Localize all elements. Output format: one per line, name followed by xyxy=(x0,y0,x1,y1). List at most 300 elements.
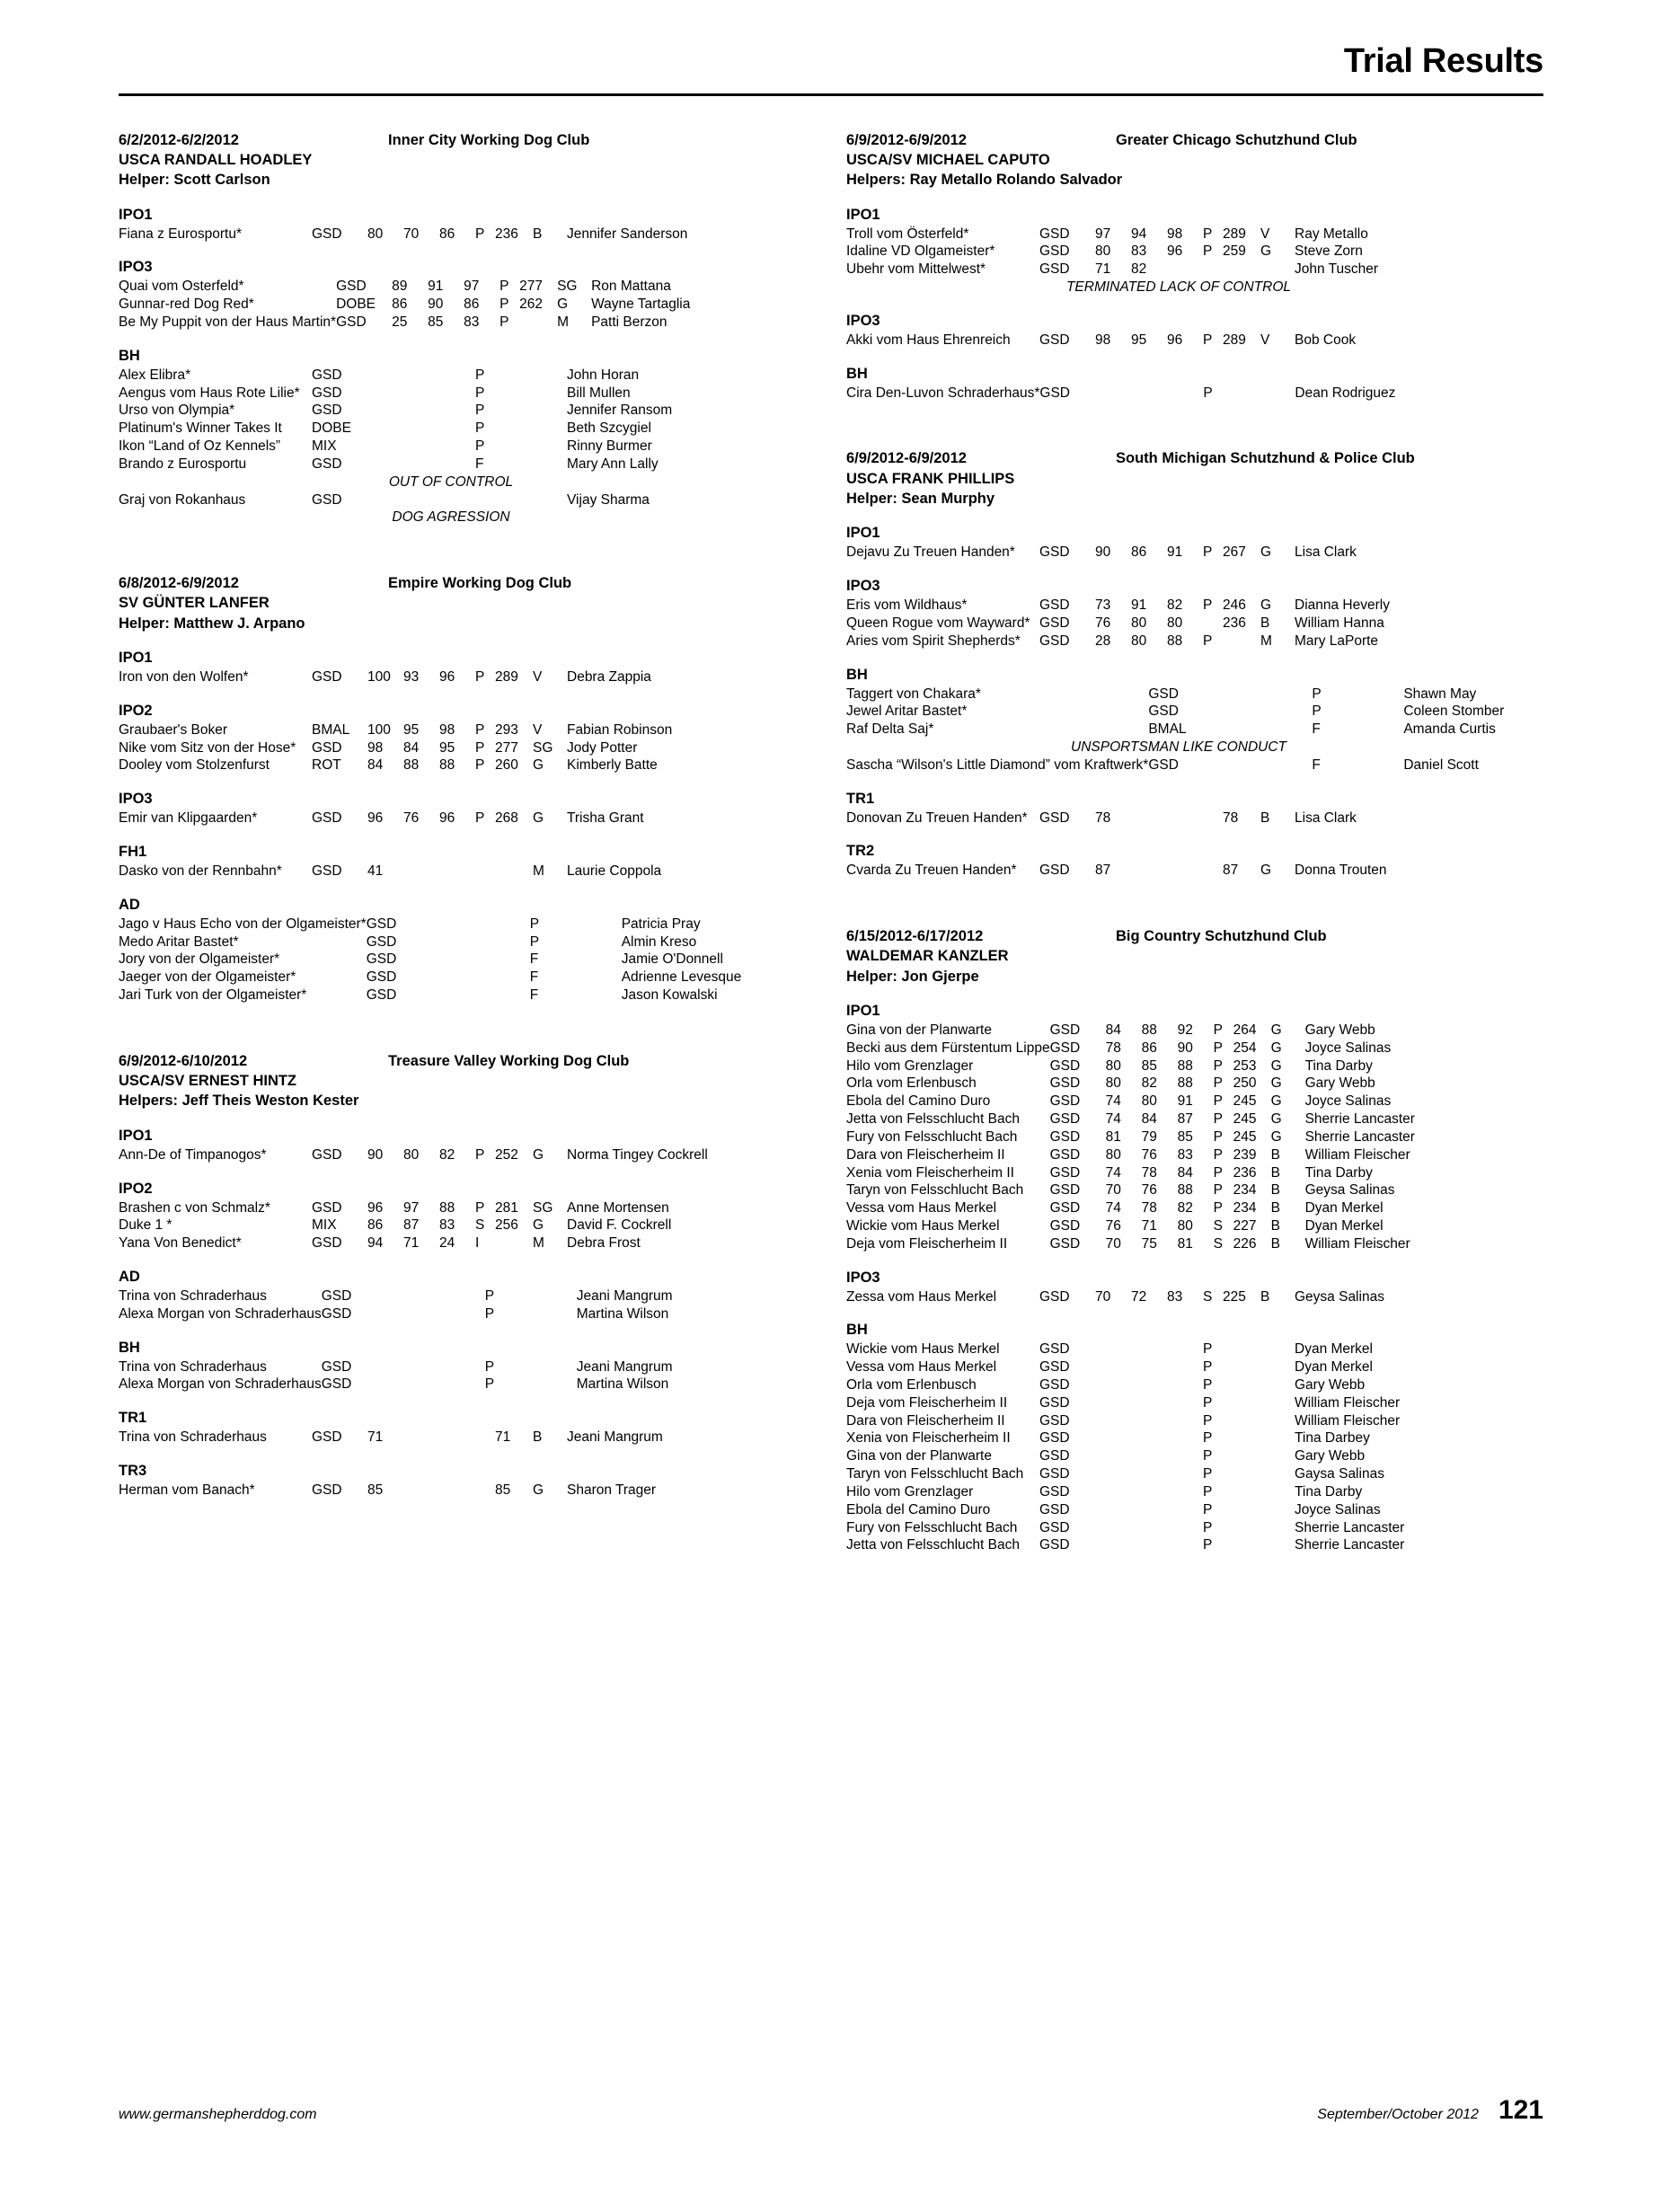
cell-rating xyxy=(588,987,622,1004)
cell-handler: Martina Wilson xyxy=(576,1305,669,1322)
cell-p: P xyxy=(475,438,485,455)
cell-breed: GSD xyxy=(312,1146,342,1163)
cell-rating xyxy=(1260,1340,1295,1358)
trial-event xyxy=(846,926,1511,1554)
cell-p: P xyxy=(1203,633,1213,649)
table-row xyxy=(846,1128,1511,1146)
cell-handler: Martina Wilson xyxy=(576,1376,669,1393)
cell-s1: 80 xyxy=(1105,1146,1121,1163)
cell-s3 xyxy=(1167,862,1203,880)
table-row xyxy=(846,226,1511,243)
cell-total xyxy=(505,1305,543,1323)
cell-total xyxy=(1223,1519,1260,1537)
cell-breed: GSD xyxy=(1039,243,1070,260)
cell-total xyxy=(1223,1412,1260,1430)
cell-total: 245 xyxy=(1233,1093,1257,1110)
cell-p: P xyxy=(1203,1412,1213,1429)
trial-event xyxy=(119,573,783,1004)
cell-handler: Daniel Scott xyxy=(1403,757,1479,773)
cell-handler: Ron Mattana xyxy=(591,279,671,295)
cell-dog: Jory von der Olgameister* xyxy=(119,951,280,968)
cell-rating: M xyxy=(1260,633,1272,649)
cell-total: 225 xyxy=(1223,1288,1246,1305)
cell-dog: Gunnar-red Dog Red* xyxy=(119,296,254,313)
cell-s3: 84 xyxy=(1177,1164,1193,1181)
cell-s1: 28 xyxy=(1095,633,1111,649)
cell-s2: 76 xyxy=(1141,1146,1157,1163)
table-row xyxy=(119,385,783,403)
result-note xyxy=(846,739,1511,757)
cell-rating xyxy=(1260,385,1295,403)
cell-dog: Cvarda Zu Treuen Handen* xyxy=(846,863,1017,879)
table-row xyxy=(119,987,783,1004)
result-section xyxy=(119,897,783,1004)
cell-rating: G xyxy=(533,1146,544,1163)
cell-handler: Beth Szcygiel xyxy=(567,420,651,437)
cell-breed: GSD xyxy=(312,367,342,383)
cell-p: P xyxy=(484,1358,495,1375)
cell-s2 xyxy=(1240,757,1276,774)
cell-s1 xyxy=(1095,1465,1131,1483)
cell-s1: 74 xyxy=(1105,1093,1121,1110)
section-title: AD xyxy=(119,1268,140,1285)
result-section xyxy=(119,348,783,526)
section-title: TR1 xyxy=(119,1410,147,1427)
trial-event xyxy=(119,130,783,526)
cell-s3 xyxy=(439,863,475,880)
cell-s3: 96 xyxy=(439,810,455,827)
table-row xyxy=(846,686,1511,703)
event-header xyxy=(846,926,1511,987)
result-section xyxy=(846,313,1511,349)
cell-breed: GSD xyxy=(1039,1448,1070,1464)
result-section xyxy=(119,703,783,774)
result-note-text: UNSPORTSMAN LIKE CONDUCT xyxy=(1071,739,1286,755)
cell-p xyxy=(1203,261,1223,279)
table-row xyxy=(119,721,783,739)
cell-breed: BMAL xyxy=(1148,721,1187,738)
cell-s2: 86 xyxy=(1131,544,1147,561)
cell-s3 xyxy=(1276,721,1312,739)
cell-s1 xyxy=(377,1376,413,1394)
event-title-line xyxy=(846,448,1511,468)
cell-rating xyxy=(1260,1429,1295,1447)
table-row xyxy=(846,1412,1511,1430)
cell-s1: 80 xyxy=(1105,1057,1121,1074)
cell-total: 78 xyxy=(1223,810,1239,826)
cell-rating xyxy=(1260,261,1295,279)
cell-p: P xyxy=(529,916,540,932)
cell-s1: 76 xyxy=(1105,1217,1121,1234)
cell-rating: G xyxy=(533,810,544,827)
cell-dog: Alexa Morgan von Schraderhaus xyxy=(119,1376,322,1393)
cell-s1: 25 xyxy=(392,314,408,331)
table-row xyxy=(119,278,783,296)
cell-rating: G xyxy=(1270,1075,1282,1092)
cell-handler: William Fleischer xyxy=(1295,1412,1401,1429)
cell-handler: Sherrie Lancaster xyxy=(1295,1519,1405,1535)
cell-s2: 86 xyxy=(1141,1040,1157,1056)
cell-p: P xyxy=(1203,1466,1213,1482)
cell-p: P xyxy=(475,757,485,774)
cell-total xyxy=(505,1287,543,1305)
cell-s1: 86 xyxy=(367,1217,384,1234)
cell-handler: David F. Cockrell xyxy=(567,1217,672,1234)
cell-total xyxy=(550,987,588,1004)
cell-total: 245 xyxy=(1233,1128,1257,1145)
cell-p: S xyxy=(1213,1235,1223,1252)
table-row xyxy=(119,739,783,757)
trial-event xyxy=(846,448,1511,880)
cell-s2 xyxy=(1240,686,1276,703)
cell-rating xyxy=(1260,1358,1295,1376)
cell-total: 281 xyxy=(495,1199,518,1216)
cell-dog: Graubaer's Boker xyxy=(119,721,227,738)
cell-s3 xyxy=(1167,385,1203,403)
cell-rating xyxy=(1260,1465,1295,1483)
cell-dog: Trina von Schraderhaus xyxy=(119,1429,267,1446)
page-title: Trial Results xyxy=(1343,42,1543,80)
cell-breed: MIX xyxy=(312,438,337,455)
cell-rating xyxy=(588,933,622,951)
cell-rating xyxy=(1369,757,1403,774)
table-row xyxy=(846,1340,1511,1358)
cell-total: 277 xyxy=(519,279,543,295)
cell-s2: 91 xyxy=(428,279,444,295)
table-row xyxy=(119,1305,783,1323)
cell-breed: GSD xyxy=(1039,1341,1070,1358)
section-title: TR1 xyxy=(846,790,875,807)
cell-s3: 82 xyxy=(1167,597,1183,614)
cell-s1: 70 xyxy=(1105,1235,1121,1252)
table-row xyxy=(846,1429,1511,1447)
cell-total xyxy=(1331,721,1369,739)
cell-dog: Medo Aritar Bastet* xyxy=(119,933,239,950)
results-table xyxy=(846,226,1511,296)
cell-breed: GSD xyxy=(1049,1111,1081,1128)
cell-breed: GSD xyxy=(1039,1377,1070,1393)
cell-s2: 76 xyxy=(403,810,420,827)
cell-dog: Ann-De of Timpanogos* xyxy=(119,1146,267,1163)
table-row xyxy=(846,1394,1511,1412)
cell-p: P xyxy=(1203,1430,1213,1447)
table-row xyxy=(846,615,1511,633)
table-row xyxy=(119,420,783,438)
cell-dog: Dara von Fleischerheim II xyxy=(846,1412,1005,1429)
result-section xyxy=(846,1322,1511,1554)
cell-s3: 95 xyxy=(439,739,455,756)
event-dates: 6/15/2012-6/17/2012 xyxy=(846,928,984,945)
cell-s1 xyxy=(367,420,403,438)
cell-rating xyxy=(543,1376,577,1394)
cell-p: P xyxy=(1203,1448,1213,1464)
cell-s2 xyxy=(1131,385,1167,403)
result-section xyxy=(119,791,783,827)
cell-dog: Eris vom Wildhaus* xyxy=(846,597,968,614)
cell-dog: Duke 1 * xyxy=(119,1217,172,1234)
cell-p: P xyxy=(475,1146,485,1163)
cell-handler: William Fleischer xyxy=(1304,1235,1410,1252)
footer-website: www.germanshepherddog.com xyxy=(119,2107,317,2122)
cell-dog: Taryn von Felsschlucht Bach xyxy=(846,1182,1024,1199)
cell-s2: 95 xyxy=(403,721,420,738)
cell-p: P xyxy=(1203,1359,1213,1376)
cell-total xyxy=(495,438,533,456)
cell-breed: GSD xyxy=(1049,1235,1081,1252)
table-row-note xyxy=(119,473,783,491)
cell-p: P xyxy=(484,1376,495,1393)
cell-handler: Debra Zappia xyxy=(567,668,651,685)
event-dates: 6/8/2012-6/9/2012 xyxy=(119,575,239,592)
cell-s2 xyxy=(403,1429,439,1447)
cell-s3 xyxy=(1167,1519,1203,1537)
cell-p xyxy=(475,491,495,509)
cell-dog: Nike vom Sitz von der Hose* xyxy=(119,739,296,756)
cell-dog: Ikon “Land of Oz Kennels” xyxy=(119,438,281,455)
result-section xyxy=(119,207,783,243)
event-judge: WALDEMAR KANZLER xyxy=(846,948,1009,965)
cell-rating xyxy=(1260,1447,1295,1465)
cell-dog: Jetta von Felsschlucht Bach xyxy=(846,1111,1020,1128)
result-section xyxy=(846,207,1511,296)
cell-p: P xyxy=(1203,544,1213,561)
cell-s2: 72 xyxy=(1131,1288,1147,1305)
cell-breed: GSD xyxy=(312,1429,342,1446)
cell-total xyxy=(495,1234,533,1252)
cell-breed: GSD xyxy=(1039,544,1070,561)
cell-dog: Orla vom Erlenbusch xyxy=(846,1377,977,1393)
cell-s3: 82 xyxy=(1177,1200,1193,1217)
cell-rating xyxy=(1260,1376,1295,1394)
cell-s1: 100 xyxy=(367,721,391,738)
cell-s2: 80 xyxy=(1141,1093,1157,1110)
cell-rating: B xyxy=(533,226,543,242)
cell-p: F xyxy=(475,456,484,472)
cell-s3 xyxy=(494,916,530,933)
cell-s3 xyxy=(1167,1501,1203,1519)
cell-breed: GSD xyxy=(1049,1200,1081,1217)
cell-dog: Vessa vom Haus Merkel xyxy=(846,1200,997,1217)
cell-breed: GSD xyxy=(1039,1519,1070,1535)
cell-s2 xyxy=(403,456,439,473)
section-title: TR2 xyxy=(846,843,875,860)
results-table xyxy=(119,1482,783,1500)
cell-s1 xyxy=(1095,1394,1131,1412)
table-row xyxy=(119,226,783,243)
cell-s2 xyxy=(458,969,494,987)
cell-breed: GSD xyxy=(1039,1466,1070,1482)
results-table xyxy=(119,1358,783,1394)
section-title: FH1 xyxy=(119,844,147,861)
cell-s1: 70 xyxy=(1095,1288,1111,1305)
cell-s1: 78 xyxy=(1095,810,1111,826)
results-table xyxy=(119,721,783,774)
table-row xyxy=(846,633,1511,650)
cell-p: P xyxy=(1203,1341,1213,1358)
cell-p: P xyxy=(1203,1377,1213,1393)
cell-breed: GSD xyxy=(366,969,397,986)
cell-dog: Cira Den-Luvon Schraderhaus* xyxy=(846,385,1040,401)
cell-breed: DOBE xyxy=(336,296,376,313)
event-title-line xyxy=(846,926,1511,946)
cell-rating xyxy=(543,1287,577,1305)
cell-s2: 94 xyxy=(1131,226,1147,242)
cell-s1: 89 xyxy=(392,279,408,295)
cell-s1 xyxy=(422,933,458,951)
event-helper: Helper: Jon Gjerpe xyxy=(846,968,979,985)
cell-s3 xyxy=(1167,1358,1203,1376)
table-row xyxy=(846,703,1511,721)
result-note xyxy=(846,279,1511,296)
cell-s2 xyxy=(1131,862,1167,880)
cell-rating xyxy=(533,385,567,403)
cell-s3 xyxy=(1167,1429,1203,1447)
cell-s2: 87 xyxy=(403,1217,420,1234)
cell-breed: GSD xyxy=(312,810,342,827)
cell-p: P xyxy=(484,1287,495,1304)
cell-total: 289 xyxy=(1223,332,1246,348)
cell-breed: GSD xyxy=(1049,1022,1081,1038)
result-note xyxy=(119,509,783,526)
cell-rating xyxy=(1260,1412,1295,1430)
results-table xyxy=(119,916,783,1004)
table-row xyxy=(119,863,783,880)
cell-handler: Jody Potter xyxy=(567,739,638,756)
result-section xyxy=(119,844,783,880)
cell-total: 71 xyxy=(495,1429,511,1446)
cell-s2: 85 xyxy=(428,314,444,331)
results-table xyxy=(119,1146,783,1164)
cell-rating: B xyxy=(1270,1200,1280,1217)
cell-rating: B xyxy=(1270,1164,1280,1181)
cell-total xyxy=(1223,1447,1260,1465)
cell-s3: 24 xyxy=(439,1235,455,1252)
cell-breed: GSD xyxy=(1039,1430,1070,1447)
cell-s3: 83 xyxy=(1167,1288,1183,1305)
cell-handler: William Fleischer xyxy=(1295,1394,1401,1411)
cell-handler: Jennifer Ransom xyxy=(567,403,673,419)
results-table xyxy=(846,385,1511,403)
results-table xyxy=(846,686,1511,774)
cell-dog: Taryn von Felsschlucht Bach xyxy=(846,1466,1024,1482)
table-row xyxy=(119,456,783,473)
cell-s2: 79 xyxy=(1141,1128,1157,1145)
cell-s3: 98 xyxy=(439,721,455,738)
cell-dog: Raf Delta Saj* xyxy=(846,721,934,738)
section-title: IPO3 xyxy=(119,791,153,808)
cell-s1 xyxy=(1204,757,1240,774)
cell-handler: John Horan xyxy=(567,367,640,383)
cell-s1: 80 xyxy=(367,226,384,242)
cell-s3 xyxy=(439,491,475,509)
cell-total: 264 xyxy=(1233,1022,1257,1038)
cell-breed: GSD xyxy=(1049,1217,1081,1234)
cell-s2: 95 xyxy=(1131,332,1147,348)
cell-p: F xyxy=(529,969,539,986)
cell-s3: 88 xyxy=(1177,1057,1193,1074)
cell-rating xyxy=(1369,703,1403,721)
cell-breed: GSD xyxy=(1148,686,1179,702)
results-table xyxy=(119,810,783,827)
cell-rating: B xyxy=(1260,615,1270,631)
cell-total: 254 xyxy=(1233,1040,1257,1056)
cell-dog: Jewel Aritar Bastet* xyxy=(846,703,968,720)
cell-total xyxy=(1223,1394,1260,1412)
footer-page-number: 121 xyxy=(1498,2095,1543,2125)
cell-rating: B xyxy=(1270,1146,1280,1163)
cell-s3 xyxy=(439,367,475,385)
table-row xyxy=(846,261,1511,279)
results-table xyxy=(846,862,1511,880)
event-title-line xyxy=(119,1051,783,1071)
cell-dog: Jaeger von der Olgameister* xyxy=(119,969,296,986)
cell-total xyxy=(495,420,533,438)
cell-breed: GSD xyxy=(366,951,397,968)
cell-total: 246 xyxy=(1223,597,1246,614)
section-title: AD xyxy=(119,896,140,913)
result-section xyxy=(846,1003,1511,1253)
event-title-line xyxy=(846,130,1511,150)
cell-p: P xyxy=(1203,226,1213,242)
section-title: IPO1 xyxy=(119,649,153,666)
cell-breed: GSD xyxy=(1049,1075,1081,1092)
cell-s3 xyxy=(449,1305,485,1323)
cell-s1: 98 xyxy=(1095,332,1111,348)
cell-handler: Dean Rodriguez xyxy=(1295,385,1396,401)
event-helper: Helper: Matthew J. Arpano xyxy=(119,615,305,632)
cell-total xyxy=(550,951,588,969)
cell-handler: Tina Darby xyxy=(1295,1483,1363,1500)
result-note xyxy=(119,473,783,491)
cell-s3 xyxy=(1276,703,1312,721)
cell-s3 xyxy=(1167,1536,1203,1554)
cell-breed: GSD xyxy=(1049,1057,1081,1074)
result-section xyxy=(846,1270,1511,1306)
cell-s1: 97 xyxy=(1095,226,1111,242)
cell-p: P xyxy=(1213,1164,1223,1181)
cell-rating: SG xyxy=(557,279,578,295)
results-table xyxy=(119,863,783,880)
cell-s3: 86 xyxy=(439,226,455,242)
cell-breed: ROT xyxy=(312,757,341,774)
cell-s1 xyxy=(1095,1536,1131,1554)
cell-s3 xyxy=(449,1287,485,1305)
table-row xyxy=(119,810,783,827)
section-title: IPO1 xyxy=(119,206,153,223)
cell-dog: Troll vom Österfeld* xyxy=(846,226,969,242)
cell-handler: Anne Mortensen xyxy=(567,1199,669,1216)
cell-p: P xyxy=(475,739,485,756)
cell-s3 xyxy=(1167,1340,1203,1358)
cell-total: 250 xyxy=(1233,1075,1257,1092)
cell-p: I xyxy=(475,1235,480,1252)
cell-breed: GSD xyxy=(1039,597,1070,614)
cell-total xyxy=(1223,1501,1260,1519)
table-row xyxy=(846,544,1511,562)
table-row xyxy=(846,1040,1511,1057)
cell-total: 85 xyxy=(495,1482,511,1498)
cell-handler: Shawn May xyxy=(1403,686,1477,702)
cell-rating: G xyxy=(1270,1040,1282,1056)
footer-right xyxy=(1317,2095,1543,2126)
cell-p: P xyxy=(1213,1146,1223,1163)
cell-s1 xyxy=(377,1305,413,1323)
cell-s3: 86 xyxy=(464,296,480,313)
cell-s3 xyxy=(439,1482,475,1500)
table-row-note xyxy=(846,739,1511,757)
cell-rating xyxy=(533,491,567,509)
cell-handler: Wayne Tartaglia xyxy=(591,296,691,313)
